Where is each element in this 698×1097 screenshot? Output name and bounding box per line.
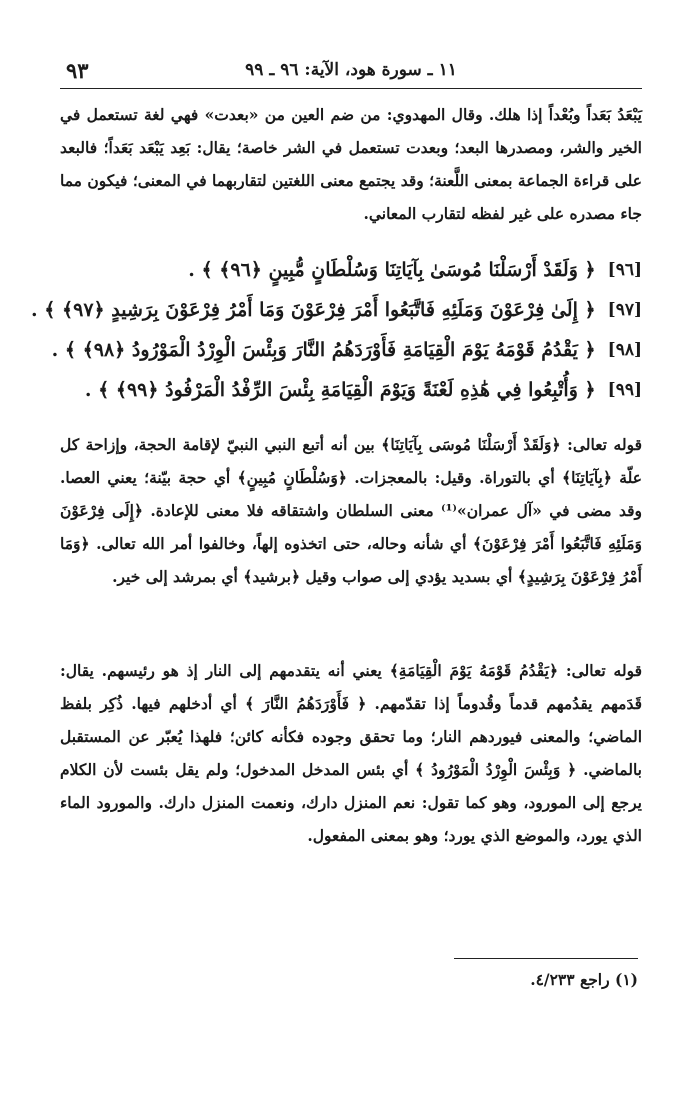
verse-text: ﴿ يَقْدُمُ قَوْمَهُ يَوْمَ الْقِيَامَةِ فَأَوْرَدَهُمُ النَّارَ وَبِئْسَ الْوِرْدُ الْمَوْرُودُ ﴿٩٨﴾ ﴾ .: [51, 339, 596, 361]
verse-number: [٩٦]: [607, 260, 642, 280]
verse-97: [31, 290, 642, 330]
verse-list: [31, 250, 642, 410]
paragraph-3: قوله تعالى: ﴿يَقْدُمُ قَوْمَهُ يَوْمَ الْقِيَامَةِ﴾ يعني أنه يتقدمهم إلى النار إذ هو رئيسهم. يقال: قَدَمهم يقدُمهم قدماً وقُدوماً إذا تقدّمهم. ﴿ فَأَوْرَدَهُمُ النَّارَ ﴾ أي أدخلهم فيها. ذُكِر بلفظ الماضي؛ والمعنى فيوردهم النار؛ وما تحقق وجوده فكأنه كائن؛ فلهذا يُعبّر عن المستقبل بالماضي. ﴿ وَبِئْسَ الْوِرْدُ الْمَوْرُودُ ﴾ أي بئس المدخل المدخول؛ ولم يقل بئست لأن الكلام يرجع إلى المورود، وهو كما تقول: نعم المنزل دارك، ونعمت المنزل دارك. والمورود الماء الذي يورد، والموضع الذي يورد؛ وهو بمعنى المفعول.: [60, 661, 642, 845]
verse-number: [٩٩]: [607, 380, 642, 400]
verse-98: [51, 330, 642, 370]
header-title: ١١ ـ سورة هود، الآية: ٩٦ ـ ٩٩: [245, 60, 457, 80]
verse-text: ﴿ إِلَىٰ فِرْعَوْنَ وَمَلَئِهِ فَاتَّبَعُوا أَمْرَ فِرْعَوْنَ وَمَا أَمْرُ فِرْعَوْنَ بِرَشِيدٍ ﴿٩٧﴾ ﴾ .: [31, 299, 596, 321]
verse-text: ﴿ وَلَقَدْ أَرْسَلْنَا مُوسَىٰ بِآيَاتِنَا وَسُلْطَانٍ مُّبِينٍ ﴿٩٦﴾ ﴾ .: [188, 259, 596, 281]
page-number: ٩٣: [66, 58, 89, 83]
running-header: [60, 58, 642, 89]
footnote-divider: [454, 958, 638, 959]
paragraph-2: قوله تعالى: ﴿وَلَقَدْ أَرْسَلْنَا مُوسَى بِآيَاتِنَا﴾ بين أنه أتبع النبي النبيّ لإقامة الحجة، وإزاحة كل علّة ﴿بِآيَاتِنَا﴾ أي بالتوراة. وقيل: بالمعجزات. ﴿وَسُلْطَانٍ مُبِينٍ﴾ أي حجة بيّنة؛ يعني العصا. وقد مضى في «آل عمران»⁽¹⁾ معنى السلطان واشتقاقه فلا معنى للإعادة. ﴿إِلَى فِرْعَوْنَ وَمَلَئِهِ فَاتَّبَعُوا أَمْرَ فِرْعَوْنَ﴾ أي شأنه وحاله، حتى اتخذوه إلهاً، وخالفوا أمر الله تعالى. ﴿وَمَا أَمْرُ فِرْعَوْنَ بِرَشِيدٍ﴾ أي بسديد يؤدي إلى صواب وقيل ﴿برشيد﴾ أي بمرشد إلى خير.: [60, 435, 642, 586]
paragraph-1: يَبْعَدُ بَعَداً وبُعْداً إذا هلك. وقال المهدوي: من ضم العين من «بعدت» فهي لغة تستعمل في الخير والشر، ومصدرها البعد؛ وبعدت تستعمل في الشر خاصة؛ يقال: بَعِد يَبْعَد بَعَداً؛ فالبعد على قراءة الجماعة بمعنى اللَّعنة؛ وقد يجتمع معنى اللغتين لتقاربهما في المعنى؛ فيكون مما جاء مصدره على غير لفظه لتقارب المعاني.: [60, 105, 642, 223]
footnote: (١) راجع ٤/٢٣٣.: [530, 970, 638, 989]
verse-number: [٩٧]: [607, 300, 642, 320]
verse-99: [60, 370, 642, 410]
verse-number: [٩٨]: [607, 340, 642, 360]
verse-text: ﴿ وَأُتْبِعُوا فِي هَٰذِهِ لَعْنَةً وَيَوْمَ الْقِيَامَةِ بِئْسَ الرِّفْدُ الْمَرْفُودُ ﴿٩٩﴾ ﴾ .: [84, 379, 596, 401]
verse-96: [60, 250, 642, 290]
